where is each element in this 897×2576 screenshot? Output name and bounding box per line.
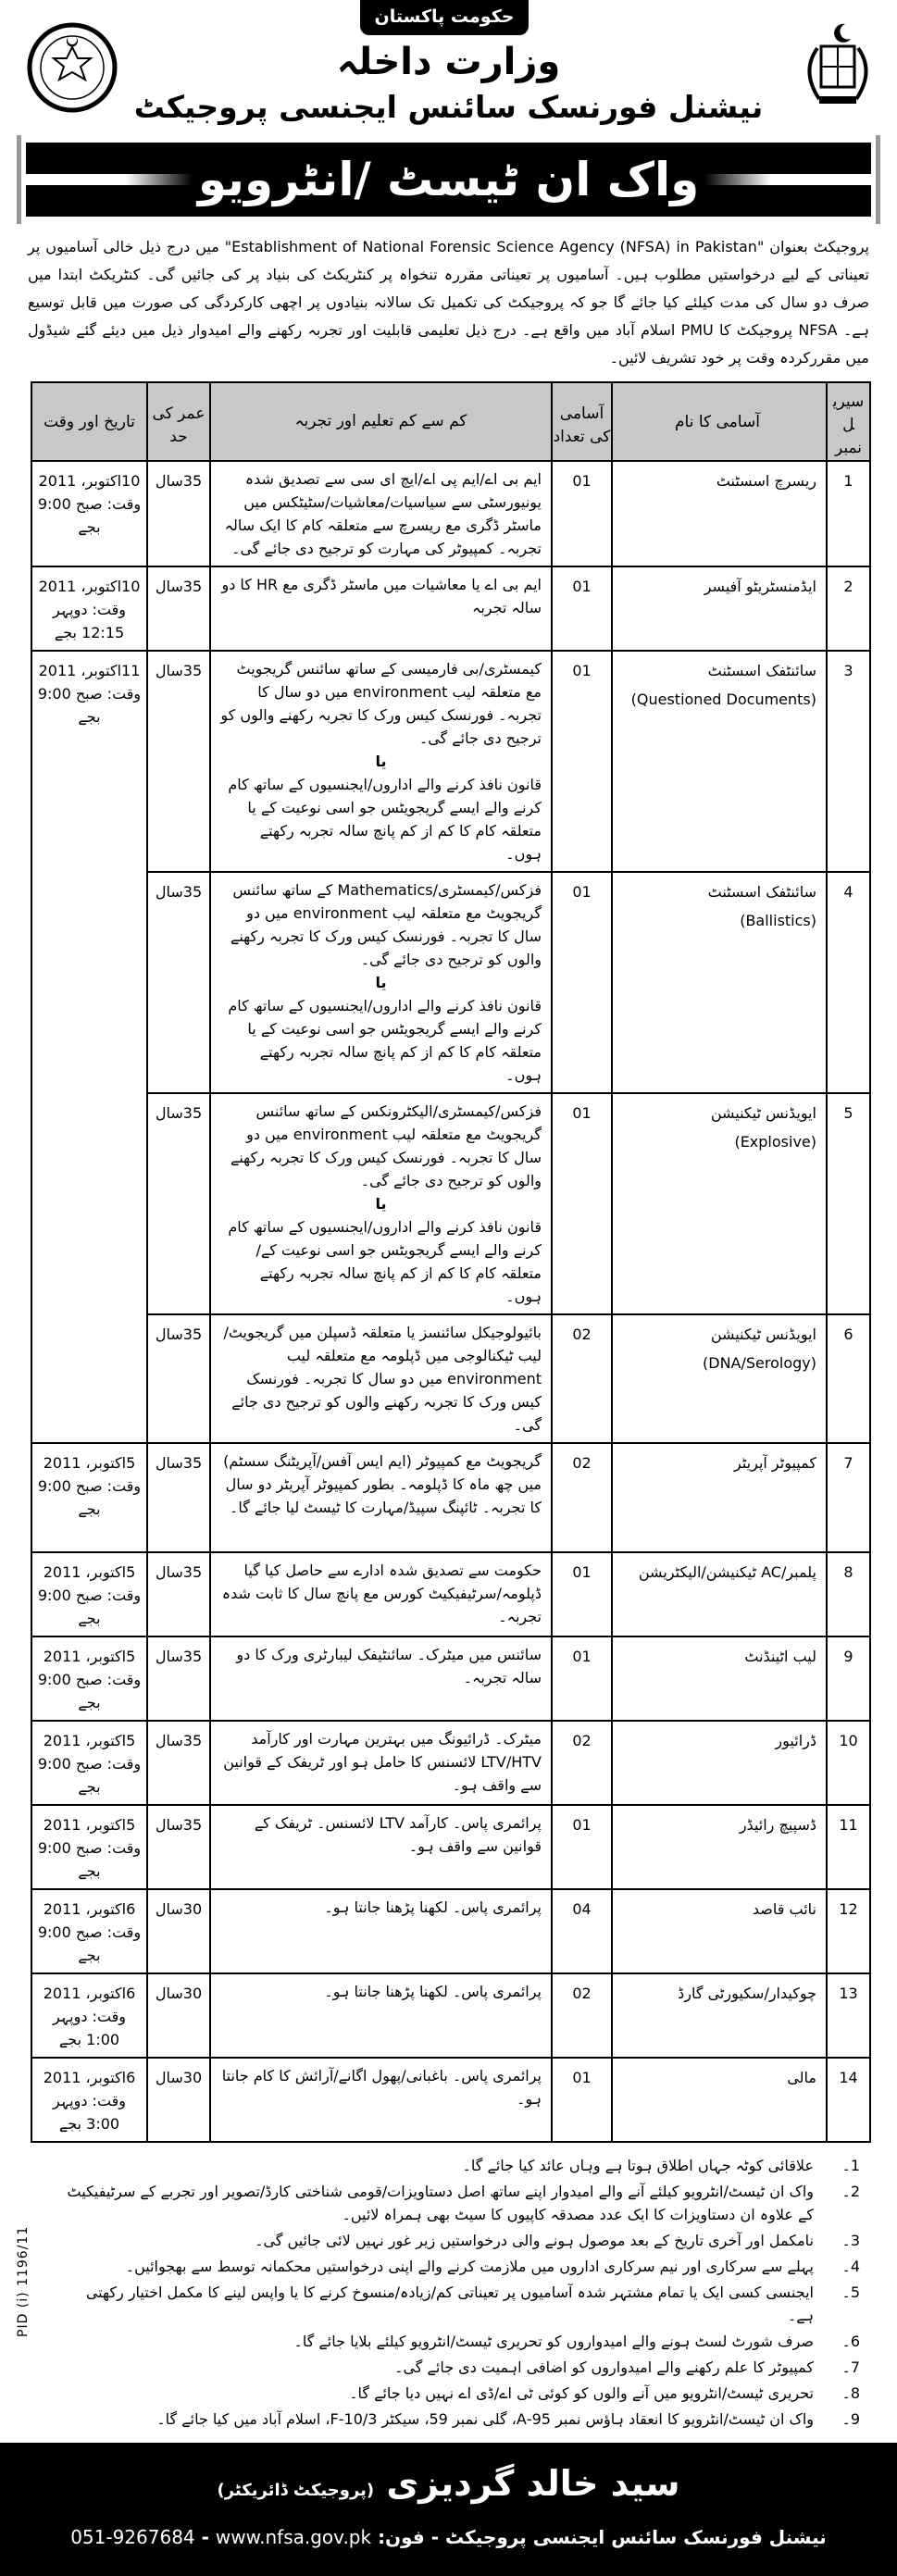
date-time <box>31 1973 147 2058</box>
interview-date: 6اکتوبر، 2011 <box>43 1900 136 1918</box>
age-limit: 30سال <box>147 2058 210 2142</box>
post-name-text: ڈرائیور <box>775 1732 816 1749</box>
post-name <box>612 1973 827 2058</box>
post-name-text: ایویڈنس ٹیکنیشن <box>710 1104 816 1122</box>
ministry-title: وزارت داخلہ <box>336 41 561 83</box>
qualification <box>210 1443 552 1552</box>
note-text: واک ان ٹیسٹ/انٹرویو کا انعقاد ہاؤس نمبر 95-A، گلی نمبر 59، سیکٹر F-10/3، اسلام آباد میں کیا جائے گا۔ <box>156 2410 814 2428</box>
serial-number: 7 <box>827 1443 870 1552</box>
qualification-text: سائنس میں میٹرک۔ سائنٹیفک لیبارٹری ورک کا دو سالہ تجربہ۔ <box>236 1646 542 1686</box>
serial-number: 13 <box>827 1973 870 2058</box>
qualification <box>210 1889 552 1973</box>
footer <box>0 2443 897 2576</box>
post-specialization: (Ballistics) <box>740 912 816 929</box>
interview-time: وقت: صبح 9:00 بجے <box>37 1839 142 1880</box>
note-number: 5۔ <box>841 2284 860 2301</box>
header-qualification: کم سے کم تعلیم اور تجربہ <box>210 382 552 461</box>
interview-date: 11اکتوبر، 2011 <box>38 662 141 679</box>
post-name-text: ایڈمنسٹریٹو آفیسر <box>704 578 816 595</box>
post-name-text: سائنٹفک اسسٹنٹ <box>707 883 816 901</box>
post-name-text: چوکیدار/سکیورٹی گارڈ <box>678 1985 816 2002</box>
qualification <box>210 651 552 872</box>
qualification-alt-text: قانون نافذ کرنے والے اداروں/ایجنسیوں کے ساتھ کام کرنے والے ایسے گریجویٹس جو اسی نوعیت کے یا متعلقہ کام کا کم از کم پانچ سالہ تجربہ رکھتے ہوں۔ <box>228 776 542 863</box>
table-row <box>31 1443 870 1552</box>
post-count: 01 <box>552 1636 612 1721</box>
note-item <box>56 2408 860 2431</box>
note-number: 4۔ <box>841 2258 860 2275</box>
qualification <box>210 1973 552 2058</box>
note-item <box>56 2281 860 2327</box>
table-row <box>31 2058 870 2142</box>
date-time <box>31 1889 147 1973</box>
interview-time: وقت: صبح 9:00 بجے <box>37 1755 142 1796</box>
note-number: 3۔ <box>841 2232 860 2249</box>
post-specialization: (Explosive) <box>734 1133 816 1151</box>
post-name <box>612 872 827 1093</box>
or-separator: یا <box>375 1195 387 1213</box>
age-limit: 30سال <box>147 1973 210 2058</box>
interview-date: 5اکتوبر، 2011 <box>43 1648 136 1665</box>
note-item <box>56 2255 860 2278</box>
header-age-limit: عمر کی حد <box>147 382 210 461</box>
interview-time: وقت: دوپہر 3:00 بجے <box>52 2092 127 2133</box>
note-text: تحریری ٹیسٹ/انٹرویو میں آنے والوں کو کوئی ٹی اے/ڈی اے نہیں دیا جائے گا۔ <box>349 2384 814 2402</box>
interview-time: وقت: صبح 9:00 بجے <box>37 495 142 536</box>
table-row <box>31 1973 870 2058</box>
post-count: 01 <box>552 1805 612 1889</box>
header-post-name: آسامی کا نام <box>612 382 827 461</box>
qualification-text: حکومت سے تصدیق شدہ ادارے سے حاصل کیا گیا ڈپلومہ/سرٹیفیکیٹ کورس مع پانچ سال کا ثابت شدہ تجربہ۔ <box>221 1562 542 1625</box>
qualification-text: ایم بی اے یا معاشیات میں ماسٹر ڈگری مع HR کا دو سالہ تجربہ <box>221 576 542 616</box>
post-name <box>612 1552 827 1636</box>
post-name-text: ایویڈنس ٹیکنیشن <box>710 1325 816 1343</box>
note-number: 8۔ <box>841 2384 860 2402</box>
qualification <box>210 1805 552 1889</box>
age-limit: 35سال <box>147 1093 210 1314</box>
note-text: صرف شورٹ لسٹ ہونے والے امیدواروں کو تحریری ٹیسٹ/انٹرویو کیلئے بلایا جائے گا۔ <box>293 2333 814 2350</box>
post-name <box>612 1443 827 1552</box>
notes-list <box>56 2154 860 2431</box>
table-row <box>31 461 870 566</box>
header-date-time: تاریخ اور وقت <box>31 382 147 461</box>
post-name-text: سائنٹفک اسسٹنٹ <box>707 662 816 679</box>
serial-number: 10 <box>827 1721 870 1805</box>
post-name-text: ڈسپیچ رائیڈر <box>739 1816 816 1834</box>
interview-date: 10اکتوبر، 2011 <box>38 578 141 595</box>
post-name-text: کمپیوٹر آپریٹر <box>734 1454 816 1472</box>
date-time <box>31 1552 147 1636</box>
post-name-text: ریسرچ اسسٹنٹ <box>716 472 816 490</box>
note-item <box>56 2356 860 2379</box>
project-title: نیشنل فورنسک سائنس ایجنسی پروجیکٹ <box>133 89 764 125</box>
note-item <box>56 2382 860 2405</box>
serial-number: 9 <box>827 1636 870 1721</box>
director-signature <box>0 2456 897 2519</box>
age-limit: 35سال <box>147 1636 210 1721</box>
date-time <box>31 461 147 566</box>
date-time <box>31 1443 147 1552</box>
table-row <box>31 1552 870 1636</box>
post-count: 01 <box>552 1552 612 1636</box>
qualification-text: پرائمری پاس۔ لکھنا پڑھنا جانتا ہو۔ <box>324 1983 542 2000</box>
banner-bar-right <box>704 174 871 185</box>
note-item <box>56 2229 860 2252</box>
note-number: 2۔ <box>841 2183 860 2200</box>
age-limit: 35سال <box>147 461 210 566</box>
serial-number: 8 <box>827 1552 870 1636</box>
note-text: کمپیوٹر کا علم رکھنے والے امیدواروں کو اضافی اہمیت دی جائے گی۔ <box>394 2358 814 2376</box>
director-title: (پروجیکٹ ڈائریکٹر) <box>217 2481 375 2500</box>
post-name <box>612 1314 827 1443</box>
footer-website[interactable]: www.nfsa.gov.pk <box>215 2526 372 2548</box>
qualification-alt-text: قانون نافذ کرنے والے اداروں/ایجنسیوں کے ساتھ کام کرنے والے ایسے گریجویٹس جو اسی نوعیت کے/متعلقہ کام کا کم از کم پانچ سالہ تجربہ رکھتے ہوں۔ <box>228 1218 542 1305</box>
post-count: 02 <box>552 1314 612 1443</box>
post-name <box>612 651 827 872</box>
age-limit: 35سال <box>147 1805 210 1889</box>
post-name <box>612 1889 827 1973</box>
qualification-text: پرائمری پاس۔ کارآمد LTV لائسنس۔ ٹریفک کے قوانین سے واقف ہو۔ <box>254 1814 542 1855</box>
date-time <box>31 2058 147 2142</box>
qualification <box>210 1552 552 1636</box>
interview-date: 5اکتوبر، 2011 <box>43 1563 136 1581</box>
age-limit: 35سال <box>147 1552 210 1636</box>
interview-time: وقت: صبح 9:00 بجے <box>37 685 142 726</box>
post-name <box>612 1721 827 1805</box>
qualification-alt-text: قانون نافذ کرنے والے اداروں/ایجنسیوں کے ساتھ کام کرنے والے ایسے گریجویٹس جو اسی نوعیت کے یا متعلقہ کام کا کم از کم پانچ سالہ تجربہ رکھتے ہوں۔ <box>228 997 542 1084</box>
qualification-text: میٹرک۔ ڈرائیونگ میں بہترین مہارت اور کارآمد LTV/HTV لائسنس کا حامل ہو اور ٹریفک کے قوانین سے واقف ہو۔ <box>223 1730 542 1794</box>
table-row <box>31 872 870 1093</box>
serial-number: 3 <box>827 651 870 872</box>
interview-time: وقت: دوپہر 1:00 بجے <box>52 2008 127 2048</box>
or-separator: یا <box>375 974 387 991</box>
note-text: علاقائی کوٹہ جہاں اطلاق ہوتا ہے وہاں عائد کیا جائے گا۔ <box>462 2157 814 2174</box>
note-text: ایجنسی کسی ایک یا تمام مشتہر شدہ آسامیوں پر تعیناتی کم/زیادہ/منسوخ کرنے کا یا واپس لینے کا مکمل اختیار رکھتی ہے۔ <box>85 2284 814 2324</box>
post-count: 01 <box>552 651 612 872</box>
table-row <box>31 1805 870 1889</box>
interview-date: 6اکتوبر، 2011 <box>43 2069 136 2086</box>
header-serial: سیریل نمبر <box>827 382 870 461</box>
age-limit: 30سال <box>147 1889 210 1973</box>
note-number: 7۔ <box>841 2358 860 2376</box>
qualification <box>210 566 552 651</box>
qualification-text: پرائمری پاس۔ لکھنا پڑھنا جانتا ہو۔ <box>324 1898 542 1916</box>
serial-number: 1 <box>827 461 870 566</box>
age-limit: 35سال <box>147 1314 210 1443</box>
note-text: نامکمل اور آخری تاریخ کے بعد موصول ہونے والی درخواستیں زیر غور نہیں لائی جائیں گی۔ <box>255 2232 814 2249</box>
intro-paragraph: پروجیکٹ بعنوان "Establishment of National Forensic Science Agency (NFSA) in Pakistan" میں درج ذیل خالی آسامیوں پر تعیناتی کے لیے درخواستیں مطلوب ہیں۔ آسامیوں پر تعیناتی مقررہ تنخواہ پر کنٹریکٹ کی بنیاد پر کی جائیں گی۔ کنٹریکٹ ابتدا میں صرف دو سال کی مدت کیلئے کیا جائے گا جو کہ پروجیکٹ کی تکمیل تک سالانہ بنیادوں پر اچھی کارکردگی کی صورت میں قابل توسیع ہے۔ NFSA پروجیکٹ کا PMU اسلام آباد میں واقع ہے۔ درج ذیل تعلیمی قابلیت اور تجربہ رکھنے والے امیدوار ذیل میں دیئے گئے شیڈول میں مقررکردہ وقت پر خود تشریف لائیں۔ <box>28 238 870 367</box>
qualification <box>210 461 552 566</box>
post-count: 02 <box>552 1721 612 1805</box>
qualification <box>210 1093 552 1314</box>
qualification <box>210 2058 552 2142</box>
footer-separator: - <box>201 2526 216 2548</box>
serial-number: 14 <box>827 2058 870 2142</box>
qualification-text: کیمسٹری/بی فارمیسی کے ساتھ سائنس گریجویٹ مع متعلقہ لیب environment میں دو سال کا تجربہ۔ فورنسک کیس ورک کا تجربہ رکھنے والوں کو ترجیح دی جائے گی۔ <box>220 660 542 747</box>
post-name-text: مالی <box>787 2069 816 2086</box>
qualification-text: فزکس/کیمسٹری/الیکٹرونکس کے ساتھ سائنس گریجویٹ مع متعلقہ لیب environment میں دو سال کا تجربہ۔ فورنسک کیس ورک کا تجربہ رکھنے والوں کو ترجیح دی جائے گی۔ <box>230 1102 542 1189</box>
post-specialization: (DNA/Serology) <box>703 1354 816 1372</box>
interview-time: وقت: صبح 9:00 بجے <box>37 1671 142 1711</box>
interview-date: 5اکتوبر، 2011 <box>43 1454 136 1472</box>
footer-phone: 051-9267684 <box>70 2526 195 2548</box>
post-specialization: (Questioned Documents) <box>630 691 816 708</box>
contact-line <box>0 2519 897 2556</box>
post-name <box>612 461 827 566</box>
table-row <box>31 1636 870 1721</box>
post-count: 01 <box>552 872 612 1093</box>
date-time <box>31 651 147 1443</box>
post-count: 01 <box>552 1093 612 1314</box>
director-name: سید خالد گردیزی <box>386 2463 680 2504</box>
post-count: 01 <box>552 461 612 566</box>
masthead <box>0 0 897 233</box>
qualification <box>210 1721 552 1805</box>
age-limit: 35سال <box>147 566 210 651</box>
vacancies-table <box>31 381 871 2143</box>
table-row <box>31 1889 870 1973</box>
header-post-count: آسامی کی تعداد <box>552 382 612 461</box>
government-badge: حکومت پاکستان <box>360 0 529 35</box>
note-item <box>56 2330 860 2353</box>
note-number: 1۔ <box>841 2157 860 2174</box>
age-limit: 35سال <box>147 1721 210 1805</box>
date-time <box>31 1636 147 1721</box>
post-name <box>612 2058 827 2142</box>
interview-date: 5اکتوبر، 2011 <box>43 1732 136 1749</box>
interview-time: وقت: صبح 9:00 بجے <box>37 1923 142 1964</box>
table-row <box>31 1314 870 1443</box>
table-row <box>31 1721 870 1805</box>
post-name <box>612 1805 827 1889</box>
table-row <box>31 651 870 872</box>
note-number: 9۔ <box>841 2410 860 2428</box>
qualification <box>210 1314 552 1443</box>
serial-number: 4 <box>827 872 870 1093</box>
post-name-text: نائب قاصد <box>752 1900 816 1918</box>
qualification-text: ایم بی اے/ایم پی اے/ایچ ای سی سے تصدیق شدہ یونیورسٹی سے سیاسیات/معاشیات/سٹیٹکس میں ماسٹر ڈگری مع ریسرچ سے متعلقہ کام کا ایک سالہ تجربہ۔ کمپیوٹر کی مہارت کو ترجیح دی جائے گی۔ <box>224 470 542 557</box>
or-separator: یا <box>375 753 387 770</box>
note-item <box>56 2180 860 2226</box>
banner-title: واک ان ٹیسٹ /انٹرویو <box>197 153 700 206</box>
table-row <box>31 1093 870 1314</box>
post-count: 01 <box>552 2058 612 2142</box>
serial-number: 2 <box>827 566 870 651</box>
qualification <box>210 1636 552 1721</box>
interview-time: وقت: صبح 9:00 بجے <box>37 1477 142 1518</box>
interview-date: 5اکتوبر، 2011 <box>43 1816 136 1834</box>
post-count: 02 <box>552 1443 612 1552</box>
notes-section <box>0 2154 897 2443</box>
note-number: 6۔ <box>841 2333 860 2350</box>
post-name-text: لیب اٹینڈنٹ <box>744 1648 816 1665</box>
post-count: 01 <box>552 566 612 651</box>
serial-number: 5 <box>827 1093 870 1314</box>
interview-time: وقت: دوپہر 12:15 بجے <box>52 601 127 641</box>
note-text: پہلے سے سرکاری اور نیم سرکاری اداروں میں ملازمت کرنے والے اپنی درخواستیں محکمانہ توسط سے بھجوائیں۔ <box>125 2258 814 2275</box>
note-item <box>56 2154 860 2177</box>
banner-bar-left <box>26 174 193 185</box>
footer-org: نیشنل فورنسک سائنس ایجنسی پروجیکٹ - فون: <box>378 2526 827 2548</box>
post-count: 04 <box>552 1889 612 1973</box>
note-text: واک ان ٹیسٹ/انٹرویو کیلئے آنے والے امیدوار اپنے ساتھ اصل دستاویزات/قومی شناختی کارڈ/تصویر اور تجربے کے سرٹیفیکیٹ کے علاوہ ان دستاویزات کا ایک عدد مصدقہ کاپیوں کا سیٹ بھی ہمراہ لائیں۔ <box>67 2183 814 2223</box>
post-count: 02 <box>552 1973 612 2058</box>
pid-number: PID (i) 1196/11 <box>16 2225 31 2337</box>
date-time <box>31 1805 147 1889</box>
date-time <box>31 1721 147 1805</box>
post-name-text: پلمبر/AC ٹیکنیشن/الیکٹریشن <box>638 1563 816 1581</box>
qualification-text: پرائمری پاس۔ باغبانی/پھول اگانے/آرائش کا کام جانتا ہو۔ <box>221 2067 542 2108</box>
qualification-text: گریجویٹ مع کمپیوٹر (ایم ایس آفس/آپریٹنگ سسٹم) میں چھ ماہ کا ڈپلومہ۔ بطور کمپیوٹر آپریٹر دو سال کا تجربہ۔ ٹائپنگ سپیڈ/مہارت کا ٹیسٹ لیا جائے گا۔ <box>223 1452 542 1516</box>
date-time <box>31 566 147 651</box>
interview-date: 6اکتوبر، 2011 <box>43 1985 136 2002</box>
serial-number: 6 <box>827 1314 870 1443</box>
post-name <box>612 1093 827 1314</box>
post-name <box>612 566 827 651</box>
walk-in-banner <box>26 143 871 217</box>
age-limit: 35سال <box>147 1443 210 1552</box>
qualification <box>210 872 552 1093</box>
table-header-row <box>31 382 870 461</box>
qualification-text: فزکس/کیمسٹری/Mathematics کے ساتھ سائنس گریجویٹ مع متعلقہ لیب environment میں دو سال کا تجربہ۔ فورنسک کیس ورک کا تجربہ رکھنے والوں کو ترجیح دی جائے گی۔ <box>230 881 542 968</box>
interview-date: 10اکتوبر، 2011 <box>38 472 141 490</box>
interview-time: وقت: صبح 9:00 بجے <box>37 1587 142 1627</box>
serial-number: 12 <box>827 1889 870 1973</box>
qualification-text: بائیولوجیکل سائنسز یا متعلقہ ڈسپلن میں گریجویٹ/لیب ٹیکنالوجی میں ڈپلومہ مع متعلقہ لیب environment میں دو سال کا تجربہ۔ فورنسک کیس ورک کا تجربہ رکھنے والوں کو ترجیح دی جائے گی۔ <box>223 1324 542 1434</box>
post-name <box>612 1636 827 1721</box>
table-row <box>31 566 870 651</box>
age-limit: 35سال <box>147 651 210 872</box>
serial-number: 11 <box>827 1805 870 1889</box>
age-limit: 35سال <box>147 872 210 1093</box>
